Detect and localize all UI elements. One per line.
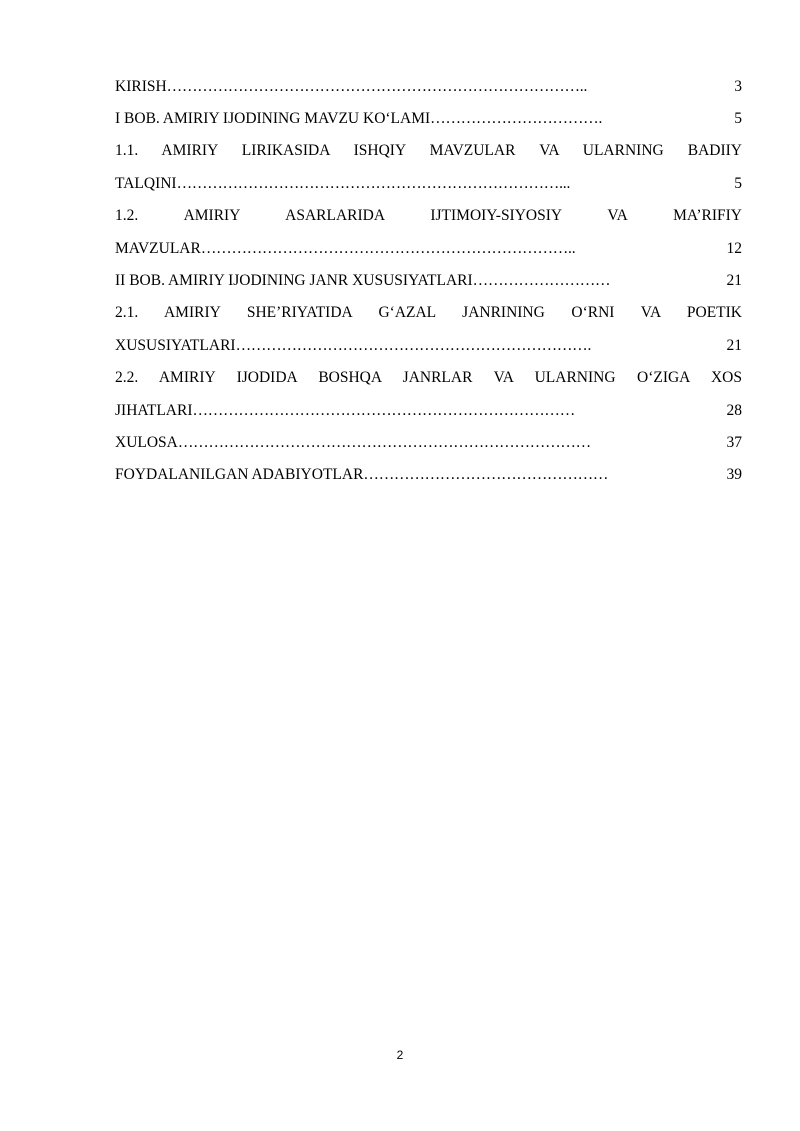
toc-entry-line [115,236,742,262]
toc-entry-chapter-1[interactable] [115,106,742,132]
toc-entry-title-line: 2.1. AMIRIY SHE’RIYATIDA G‘AZAL JANRINING O‘RNI VA POETIK [115,304,742,321]
toc-leader-dots: ……………………………………………………………. [235,337,592,354]
toc-leader-dots: ……………………………. [430,110,603,127]
page-number: 2 [396,1048,404,1062]
toc-leader-dots: ………………………………………… [363,466,609,483]
toc-entry-xulosa[interactable] [115,430,742,456]
toc-leader-dots: ……………………………………………………………………….. [166,78,588,95]
toc-page-number: 12 [726,240,742,257]
toc-leader-dots: ……………………… [472,272,611,289]
toc-entry-line [115,333,742,359]
toc-page-number: 21 [726,272,742,289]
toc-entry-title: XULOSA [115,434,178,451]
toc-entry-line [115,106,742,132]
toc-entry-title: KIRISH [115,78,167,95]
toc-entry-title: I BOB. AMIRIY IJODINING MAVZU KO‘LAMI [115,110,431,127]
table-of-contents [115,74,742,494]
toc-entry-section-1-2[interactable] [115,203,742,262]
toc-entry-title-line: 1.2. AMIRIY ASARLARIDA IJTIMOIY-SIYOSIY VA MA’RIFIY [115,207,742,224]
toc-entry-line [115,398,742,424]
toc-leader-dots: ……………………………………………………………….. [200,240,576,257]
toc-page-number: 5 [734,175,742,192]
toc-entry-line [115,171,742,197]
toc-entry-kirish[interactable] [115,74,742,100]
toc-leader-dots: …………………………………………………………………... [176,175,571,192]
toc-entry-title-continued: XUSUSIYATLARI [115,337,236,354]
toc-page-number: 37 [726,434,742,451]
toc-entry-section-2-1[interactable] [115,300,742,359]
toc-entry-chapter-2[interactable] [115,268,742,294]
toc-entry-title: II BOB. AMIRIY IJODINING JANR XUSUSIYATLARI [115,272,473,289]
toc-page-number: 3 [734,78,742,95]
toc-entry-references[interactable] [115,462,742,488]
toc-entry-title-continued: MAVZULAR [115,240,201,257]
toc-entry-title-line: 1.1. AMIRIY LIRIKASIDA ISHQIY MAVZULAR VA ULARNING BADIIY [115,142,742,159]
toc-leader-dots: ………………………………………………………………… [192,402,576,419]
toc-entry-title-continued: JIHATLARI [115,402,193,419]
toc-entry-section-1-1[interactable] [115,138,742,197]
toc-entry-line [115,74,742,100]
toc-page-number: 21 [726,337,742,354]
toc-entry-line [115,268,742,294]
toc-entry-title: FOYDALANILGAN ADABIYOTLAR [115,466,364,483]
toc-entry-section-2-2[interactable] [115,365,742,424]
toc-entry-line [115,430,742,456]
toc-entry-line [115,462,742,488]
toc-entry-title-continued: TALQINI [115,175,177,192]
toc-leader-dots: ……………………………………………………………………… [177,434,591,451]
toc-page-number: 28 [726,402,742,419]
toc-page-number: 5 [734,110,742,127]
toc-entry-title-line: 2.2. AMIRIY IJODIDA BOSHQA JANRLAR VA ULARNING O‘ZIGA XOS [115,369,742,386]
toc-page-number: 39 [726,466,742,483]
